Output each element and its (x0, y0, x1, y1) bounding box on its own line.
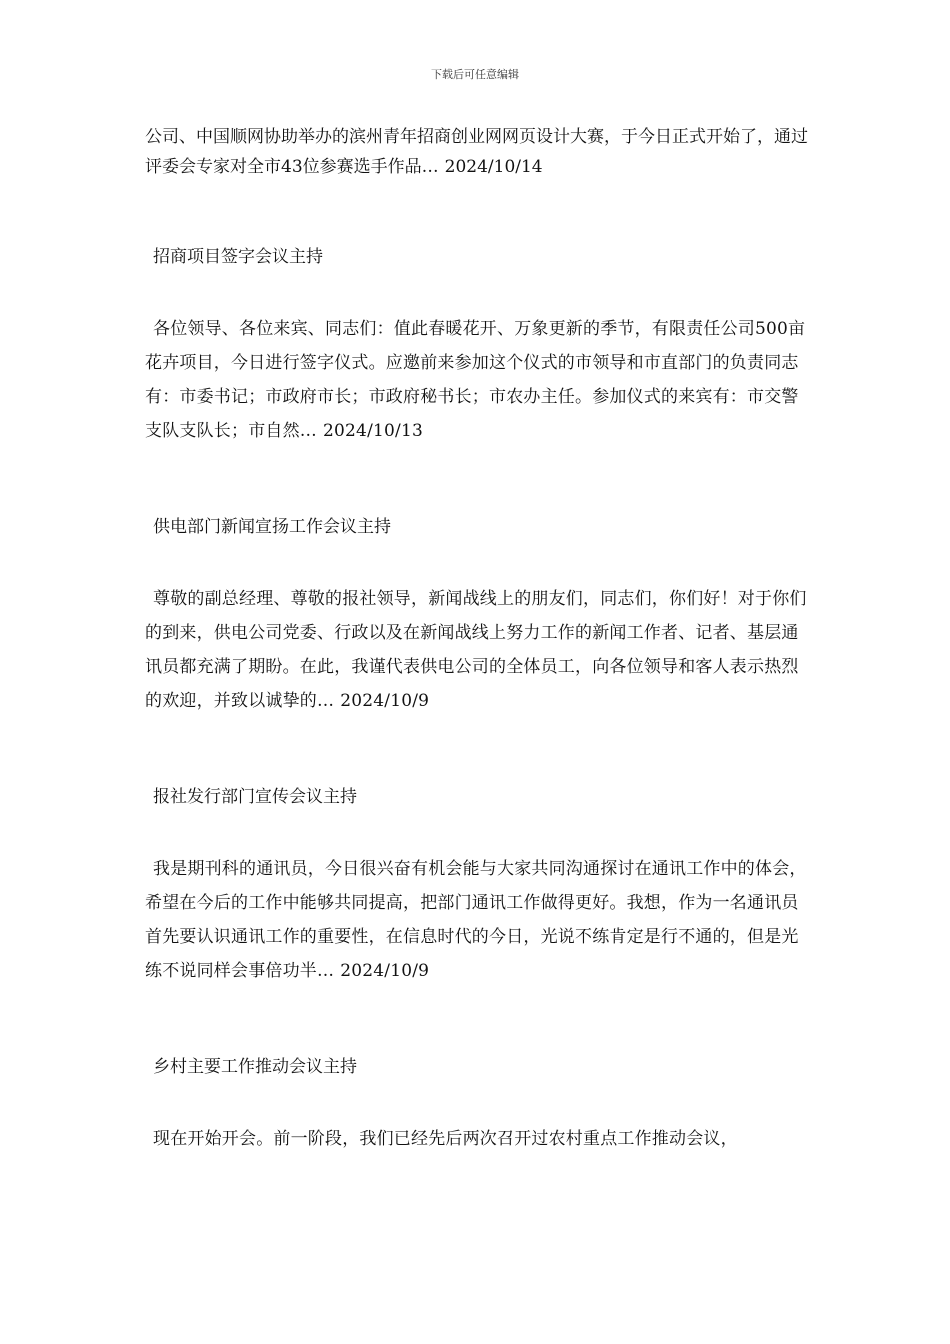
article-title[interactable]: 报社发行部门宣传会议主持 (153, 787, 357, 807)
article-summary (145, 852, 810, 988)
article-title[interactable]: 招商项目签字会议主持 (153, 247, 323, 267)
article-date: 2024/10/9 (340, 691, 430, 711)
article-summary (145, 312, 810, 448)
article-title[interactable]: 乡村主要工作推动会议主持 (153, 1057, 357, 1077)
article-date: 2024/10/9 (340, 961, 430, 981)
document-body (145, 122, 810, 1220)
article-item (145, 512, 810, 718)
intro-date: 2024/10/14 (444, 157, 543, 177)
article-title[interactable]: 供电部门新闻宣扬工作会议主持 (153, 517, 391, 537)
page-header: 下载后可任意编辑 (431, 68, 519, 81)
article-summary-text: 现在开始开会。前一阶段，我们已经先后两次召开过农村重点工作推动会议， (153, 1129, 738, 1149)
article-item (145, 242, 810, 448)
article-item (145, 782, 810, 988)
intro-paragraph (145, 122, 810, 182)
article-summary (145, 1122, 810, 1156)
article-summary-text: 尊敬的副总经理、尊敬的报社领导，新闻战线上的朋友们，同志们，你们好！对于你们的到来，供电公司党委、行政以及在新闻战线上努力工作的新闻工作者、记者、基层通讯员都充满了期盼。在此，我谨代表供电公司的全体员工，向各位领导和客人表示热烈的欢迎，并致以诚挚的… (145, 589, 807, 711)
article-item (145, 1052, 810, 1156)
article-summary-text: 我是期刊科的通讯员，今日很兴奋有机会能与大家共同沟通探讨在通讯工作中的体会，希望在今后的工作中能够共同提高，把部门通讯工作做得更好。我想，作为一名通讯员首先要认识通讯工作的重要性，在信息时代的今日，光说不练肯定是行不通的，但是光练不说同样会事倍功半… (145, 859, 807, 981)
article-summary (145, 582, 810, 718)
article-summary-text: 各位领导、各位来宾、同志们：值此春暖花开、万象更新的季节，有限责任公司500亩花卉项目，今日进行签字仪式。应邀前来参加这个仪式的市领导和市直部门的负责同志有：市委书记；市政府市长；市政府秘书长；市农办主任。参加仪式的来宾有：市交警支队支队长；市自然… (145, 319, 806, 441)
article-date: 2024/10/13 (323, 421, 423, 441)
intro-text: 公司、中国顺网协助举办的滨州青年招商创业网网页设计大赛，于今日正式开始了，通过评委会专家对全市43位参赛选手作品… (145, 127, 808, 177)
